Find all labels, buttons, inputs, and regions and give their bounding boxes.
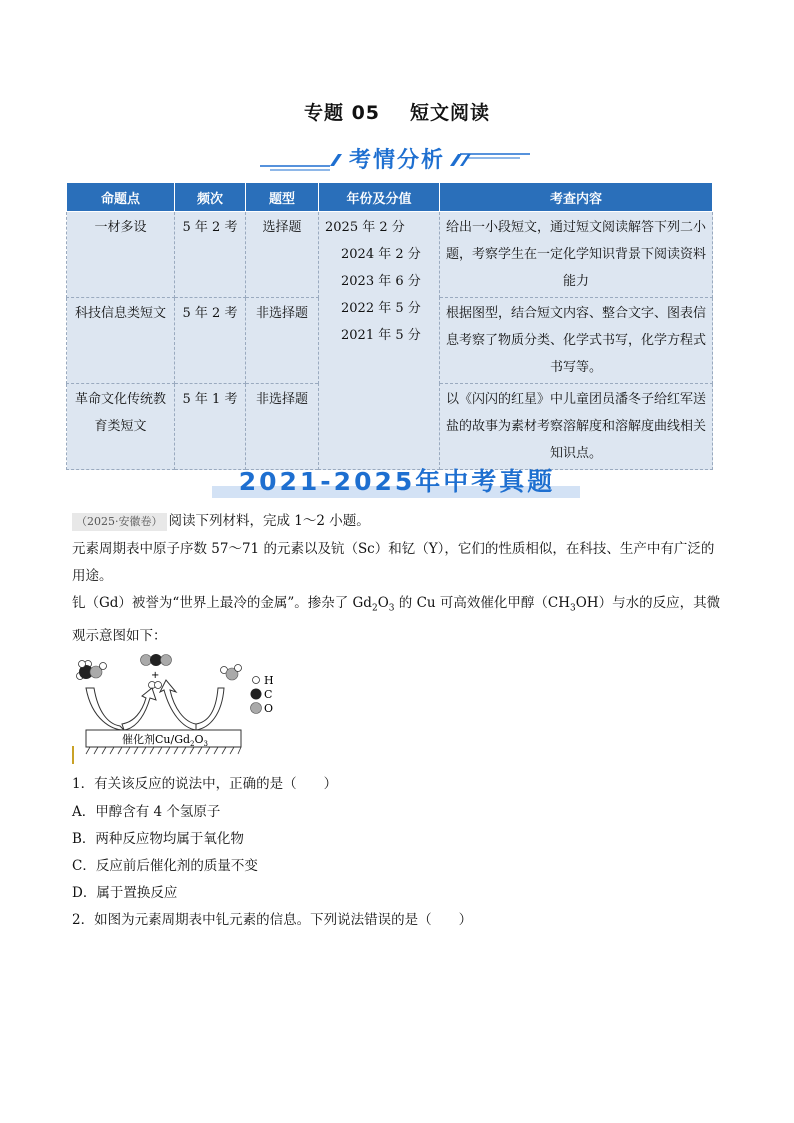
p2-subscript: 3	[388, 603, 395, 614]
header-point: 命题点	[67, 183, 175, 212]
q1-option-a: A．甲醇含有 4 个氢原子	[72, 804, 221, 820]
catalyst-label: 催化剂$Cu/Gd_2O_3$	[122, 733, 209, 748]
p2-subscript: 2	[371, 603, 378, 614]
legend-o-label: O	[264, 702, 274, 715]
page-title	[0, 98, 794, 125]
legend-c-label: C	[264, 688, 273, 701]
topic-name: 短文阅读	[410, 102, 491, 124]
table-header-row	[67, 183, 713, 212]
source-tag: （2025·安徽卷）	[72, 513, 167, 531]
exam-banner-title: 2021-2025年中考真题	[238, 467, 556, 496]
passage-paragraph-1: 元素周期表中原子序数 57～71 的元素以及钪（Sc）和钇（Y），它们的性质相似，在科技、生产中有广泛的用途。	[72, 541, 715, 584]
p2-text: 钆（Gd）被誉为“世界上最冷的金属”。掺杂了 Gd	[72, 595, 372, 611]
exam-analysis-table	[66, 182, 713, 470]
reaction-diagram	[72, 650, 292, 768]
cell-point: 一材多设	[67, 212, 175, 298]
header-type: 题型	[246, 183, 319, 212]
intro-text: 阅读下列材料，完成 1～2 小题。	[168, 513, 370, 529]
topic-number: 专题 05	[303, 102, 381, 124]
header-frequency: 频次	[175, 183, 246, 212]
cell-content: 给出一小段短文，通过短文阅读解答下列二小题，考察学生在一定化学知识背景下阅读资料能力	[440, 212, 713, 298]
cell-content: 根据图型，结合短文内容、整合文字、图表信息考察了物质分类、化学式书写，化学方程式书写等。	[440, 298, 713, 384]
year-item: 2023 年 6 分	[341, 274, 421, 289]
p2-text: 的 Cu 可高效催化甲醇（CH	[394, 595, 570, 611]
water-molecule	[221, 665, 242, 681]
cell-frequency: 5 年 2 考	[175, 298, 246, 384]
surface-hatching	[86, 747, 241, 754]
table-row	[67, 212, 713, 298]
year-item: 2021 年 5 分	[341, 328, 421, 343]
year-item: 2024 年 2 分	[341, 247, 421, 262]
passage-intro	[72, 508, 727, 535]
cell-content: 以《闪闪的红星》中儿童团员潘冬子给红军送盐的故事为素材考察溶解度和溶解度曲线相关知识点。	[440, 384, 713, 470]
plus-sign: +	[151, 670, 160, 681]
cell-type: 非选择题	[246, 298, 319, 384]
header-years: 年份及分值	[319, 183, 440, 212]
q1-option-c: C．反应前后催化剂的质量不变	[72, 858, 258, 874]
p2-text: O	[377, 595, 389, 611]
p2-text: OH）与水的反应，其微观示意图如下：	[72, 595, 721, 644]
legend-h-label: H	[264, 674, 274, 687]
cell-frequency: 5 年 1 考	[175, 384, 246, 470]
carbon-dioxide-molecule	[141, 654, 172, 666]
year-item: 2025 年 2 分	[325, 220, 405, 235]
cell-point: 革命文化传统教育类短文	[67, 384, 175, 470]
cell-type: 选择题	[246, 212, 319, 298]
cell-frequency: 5 年 2 考	[175, 212, 246, 298]
cell-years	[319, 212, 440, 470]
analysis-banner-title: 考情分析	[348, 148, 445, 173]
hydrogen-molecule	[149, 682, 162, 689]
reaction-arrows	[86, 680, 224, 730]
cell-point: 科技信息类短文	[67, 298, 175, 384]
year-item: 2022 年 5 分	[341, 301, 421, 316]
q1-option-b: B．两种反应物均属于氧化物	[72, 831, 244, 847]
q1-option-d: D．属于置换反应	[72, 885, 178, 901]
cell-type: 非选择题	[246, 384, 319, 470]
question-1: 1．有关该反应的说法中，正确的是（ ）	[72, 776, 338, 792]
passage-paragraph-2	[72, 590, 727, 650]
atom-legend	[251, 674, 274, 715]
p2-subscript: 3	[570, 603, 576, 614]
methanol-molecule	[77, 661, 107, 680]
header-content: 考查内容	[440, 183, 713, 212]
question-2: 2．如图为元素周期表中钆元素的信息。下列说法错误的是（ ）	[72, 912, 473, 928]
